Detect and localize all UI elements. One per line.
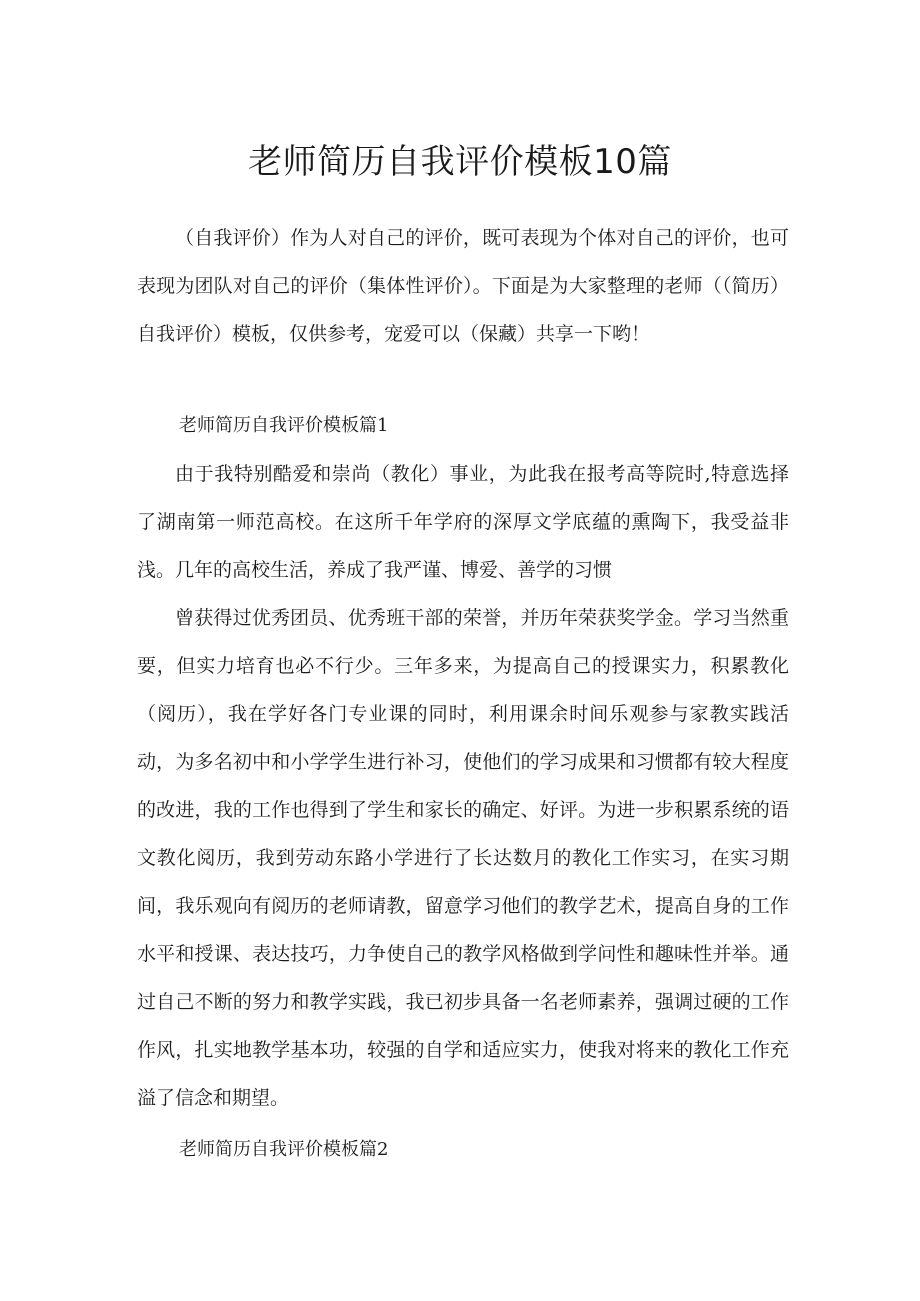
intro-paragraph: （自我评价）作为人对自己的评价，既可表现为个体对自己的评价，也可表现为团队对自己的评价（集体性评价）。下面是为大家整理的老师（（简历）自我评价）模板，仅供参考，宠爱可以（保藏）共享一下哟！ — [137, 227, 789, 345]
document-title: 老师简历自我评价模板10篇 — [248, 142, 672, 182]
section-1-paragraph-1: 由于我特别酷爱和崇尚（教化）事业，为此我在报考高等院时,特意选择了湖南第一师范高校。在这所千年学府的深厚文学底蕴的熏陶下，我受益非浅。几年的高校生活，养成了我严谨、博爱、善学的习惯 — [137, 463, 789, 581]
section-heading-1: 老师简历自我评价模板篇1 — [179, 415, 389, 436]
section-heading-2: 老师简历自我评价模板篇2 — [179, 1139, 389, 1160]
section-1-paragraph-2: 曾获得过优秀团员、优秀班干部的荣誉，并历年荣获奖学金。学习当然重要，但实力培育也必不行少。三年多来，为提高自己的授课实力，积累教化（阅历），我在学好各门专业课的同时，利用课余时间乐观参与家教实践活动，为多名初中和小学学生进行补习，使他们的学习成果和习惯都有较大程度的改进，我的工作也得到了学生和家长的确定、好评。为进一步积累系统的语文教化阅历，我到劳动东路小学进行了长达数月的教化工作实习，在实习期间，我乐观向有阅历的老师请教，留意学习他们的教学艺术，提高自身的工作水平和授课、表达技巧，力争使自己的教学风格做到学问性和趣味性并举。通过自己不断的努力和教学实践，我已初步具备一名老师素养，强调过硬的工作作风，扎实地教学基本功，较强的自学和适应实力，使我对将来的教化工作充溢了信念和期望。 — [137, 607, 789, 1109]
